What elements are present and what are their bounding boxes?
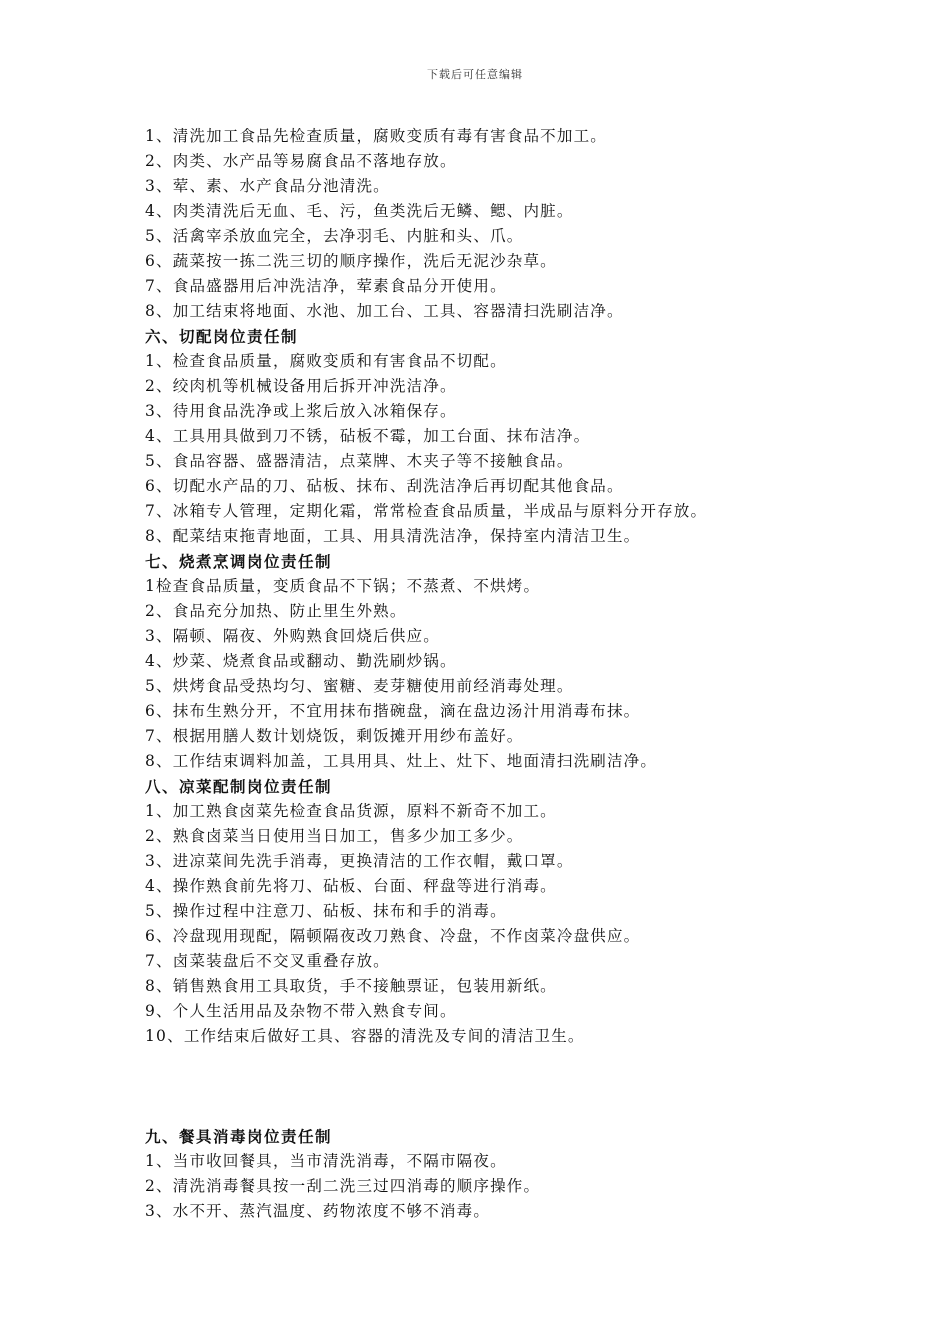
blank-gap <box>145 1049 845 1124</box>
section-6-heading: 六、切配岗位责任制 <box>145 327 299 346</box>
list-item: 7、食品盛器用后冲洗洁净，荤素食品分开使用。 <box>145 277 507 295</box>
list-item: 8、配菜结束拖青地面，工具、用具清洗洁净，保持室内清洁卫生。 <box>145 527 641 545</box>
list-item: 5、操作过程中注意刀、砧板、抹布和手的消毒。 <box>145 902 507 920</box>
list-item: 3、水不开、蒸汽温度、药物浓度不够不消毒。 <box>145 1202 491 1220</box>
list-item: 5、活禽宰杀放血完全，去净羽毛、内脏和头、爪。 <box>145 227 524 245</box>
list-item: 6、抹布生熟分开，不宜用抹布揩碗盘，滴在盘边汤汁用消毒布抹。 <box>145 702 641 720</box>
list-item: 7、根据用膳人数计划烧饭，剩饭摊开用纱布盖好。 <box>145 727 524 745</box>
list-item: 3、待用食品洗净或上浆后放入冰箱保存。 <box>145 402 457 420</box>
document-body <box>145 124 845 1224</box>
list-item: 1、加工熟食卤菜先检查食品货源，原料不新奇不加工。 <box>145 802 557 820</box>
list-item: 4、工具用具做到刀不锈，砧板不霉，加工台面、抹布洁净。 <box>145 427 591 445</box>
section-5-list <box>145 124 845 324</box>
list-item: 3、荤、素、水产食品分池清洗。 <box>145 177 390 195</box>
list-item: 9、个人生活用品及杂物不带入熟食专间。 <box>145 1002 457 1020</box>
list-item: 10、工作结束后做好工具、容器的清洗及专间的清洁卫生。 <box>145 1027 585 1045</box>
list-item: 2、熟食卤菜当日使用当日加工，售多少加工多少。 <box>145 827 524 845</box>
list-item: 5、食品容器、盛器清洁，点菜牌、木夹子等不接触食品。 <box>145 452 574 470</box>
list-item: 4、肉类清洗后无血、毛、污，鱼类洗后无鳞、鳃、内脏。 <box>145 202 574 220</box>
section-9 <box>145 1124 845 1224</box>
header-note: 下载后可任意编辑 <box>427 68 523 81</box>
list-item: 6、冷盘现用现配，隔顿隔夜改刀熟食、冷盘，不作卤菜冷盘供应。 <box>145 927 641 945</box>
section-7 <box>145 549 845 774</box>
list-item: 3、隔顿、隔夜、外购熟食回烧后供应。 <box>145 627 440 645</box>
list-item: 7、冰箱专人管理，定期化霜，常常检查食品质量，半成品与原料分开存放。 <box>145 502 708 520</box>
list-item: 8、工作结束调料加盖，工具用具、灶上、灶下、地面清扫洗刷洁净。 <box>145 752 658 770</box>
list-item: 2、肉类、水产品等易腐食品不落地存放。 <box>145 152 457 170</box>
section-6 <box>145 324 845 549</box>
list-item: 8、销售熟食用工具取货，手不接触票证，包装用新纸。 <box>145 977 557 995</box>
section-7-heading: 七、烧煮烹调岗位责任制 <box>145 552 333 571</box>
list-item: 4、操作熟食前先将刀、砧板、台面、秤盘等进行消毒。 <box>145 877 557 895</box>
list-item: 1检查食品质量，变质食品不下锅；不蒸煮、不烘烤。 <box>145 577 541 595</box>
section-8-heading: 八、凉菜配制岗位责任制 <box>145 777 333 796</box>
list-item: 2、清洗消毒餐具按一刮二洗三过四消毒的顺序操作。 <box>145 1177 541 1195</box>
list-item: 1、检查食品质量，腐败变质和有害食品不切配。 <box>145 352 507 370</box>
section-8 <box>145 774 845 1049</box>
list-item: 2、绞肉机等机械设备用后拆开冲洗洁净。 <box>145 377 457 395</box>
list-item: 4、炒菜、烧煮食品或翻动、勤洗刷炒锅。 <box>145 652 457 670</box>
list-item: 6、蔬菜按一拣二洗三切的顺序操作，洗后无泥沙杂草。 <box>145 252 557 270</box>
list-item: 8、加工结束将地面、水池、加工台、工具、容器清扫洗刷洁净。 <box>145 302 624 320</box>
list-item: 3、进凉菜间先洗手消毒，更换清洁的工作衣帽，戴口罩。 <box>145 852 574 870</box>
list-item: 1、当市收回餐具，当市清洗消毒，不隔市隔夜。 <box>145 1152 507 1170</box>
list-item: 7、卤菜装盘后不交叉重叠存放。 <box>145 952 390 970</box>
list-item: 1、清洗加工食品先检查质量，腐败变质有毒有害食品不加工。 <box>145 127 607 145</box>
section-9-heading: 九、餐具消毒岗位责任制 <box>145 1127 333 1146</box>
list-item: 6、切配水产品的刀、砧板、抹布、刮洗洁净后再切配其他食品。 <box>145 477 624 495</box>
list-item: 5、烘烤食品受热均匀、蜜糖、麦芽糖使用前经消毒处理。 <box>145 677 574 695</box>
list-item: 2、食品充分加热、防止里生外熟。 <box>145 602 407 620</box>
